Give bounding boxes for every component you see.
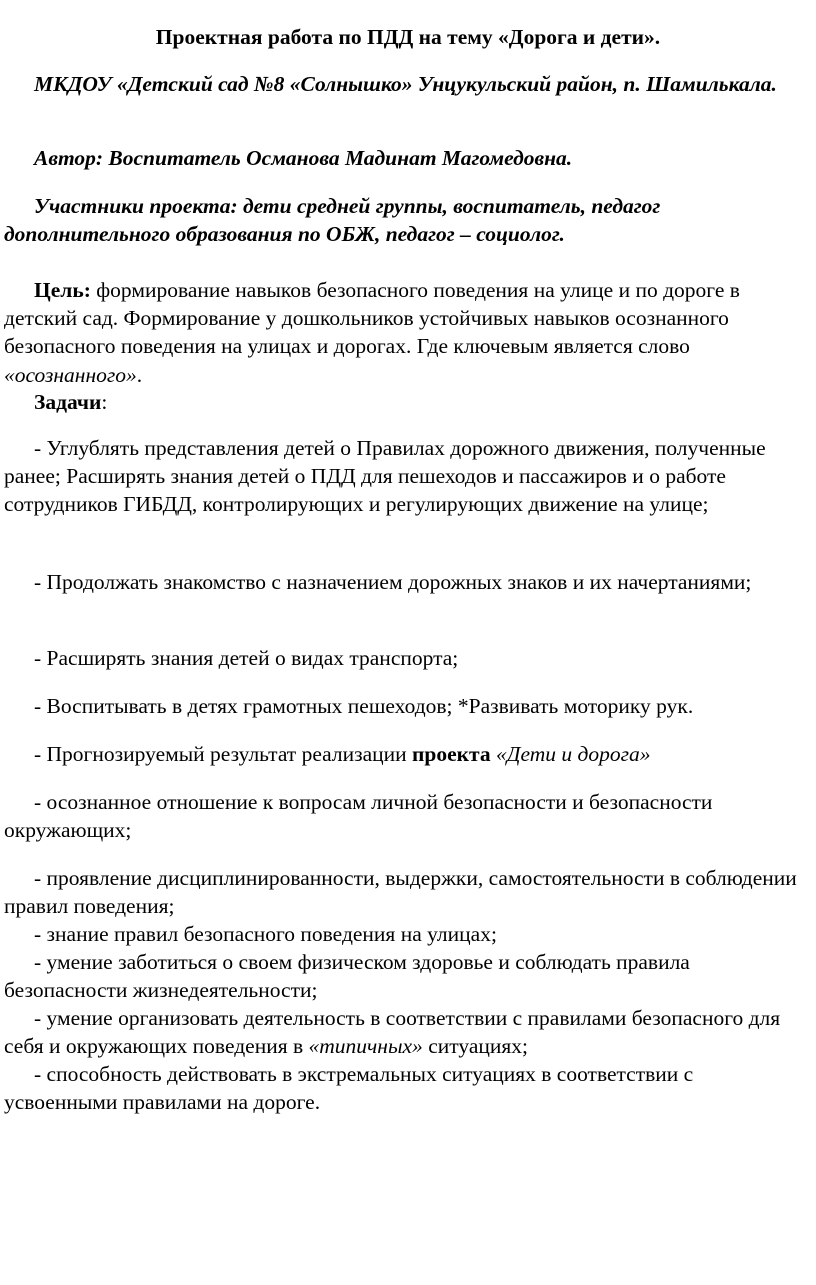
task-item: - Углублять представления детей о Правилах дорожного движения, полученные ранее; Расширять знания детей о ПДД для пешеходов и пассажиров и о работе сотрудников ГИБДД, контролирующих и регулирующих движение на улице;: [4, 436, 766, 517]
typical-after: ситуациях;: [422, 1034, 528, 1059]
task-item: - Воспитывать в детях грамотных пешеходов; *Развивать моторику рук.: [34, 694, 694, 718]
task-item: - Продолжать знакомство с назначением дорожных знаков и их начертаниями;: [34, 570, 752, 594]
document-title: Проектная работа по ПДД на тему «Дорога и дети».: [155, 25, 661, 49]
typical-before: - умение организовать деятельность в соответствии с правилами безопасного для себя и окружающих поведения в: [4, 1006, 781, 1059]
tasks-colon: :: [101, 390, 108, 414]
goal-paragraph: [4, 276, 804, 389]
typical-word: «типичных»: [308, 1034, 423, 1059]
result-item: - знание правил безопасного поведения на улицах;: [34, 922, 497, 946]
result-item: - умение заботиться о своем физическом здоровье и соблюдать правила безопасности жизнедеятельности;: [4, 950, 690, 1003]
result-heading: [4, 740, 804, 768]
result-project-word: проекта: [412, 742, 491, 766]
task-item: - Расширять знания детей о видах транспорта;: [34, 646, 459, 670]
author-line: Автор: Воспитатель Османова Мадинат Магомедовна.: [34, 146, 573, 170]
result-item: - способность действовать в экстремальных ситуациях в соответствии с усвоенными правилами на дороге.: [4, 1062, 694, 1115]
result-project-name: «Дети и дорога»: [496, 742, 651, 766]
result-lead: - Прогнозируемый результат реализации: [34, 742, 413, 766]
goal-key-word: «осознанного»: [4, 362, 137, 387]
goal-end: .: [136, 362, 143, 387]
participants-line: Участники проекта: дети средней группы, воспитатель, педагог дополнительного образования по ОБЖ, педагог – социолог.: [4, 194, 661, 247]
institution-line: МКДОУ «Детский сад №8 «Солнышко» Унцукульский район, п. Шамилькала.: [34, 72, 777, 96]
goal-label: Цель:: [34, 278, 91, 302]
result-item: - осознанное отношение к вопросам личной безопасности и безопасности окружающих;: [4, 790, 713, 843]
result-item: - проявление дисциплинированности, выдержки, самостоятельности в соблюдении правил поведения;: [4, 866, 797, 919]
goal-text: формирование навыков безопасного поведения на улице и по дороге в детский сад. Формирование у дошкольников устойчивых навыков осознанного безопасного поведения на улицах и дорогах. Где ключевым является слово: [4, 278, 740, 359]
tasks-heading: [4, 388, 804, 416]
tasks-label: Задачи: [34, 390, 102, 414]
result-item: [4, 1004, 804, 1060]
